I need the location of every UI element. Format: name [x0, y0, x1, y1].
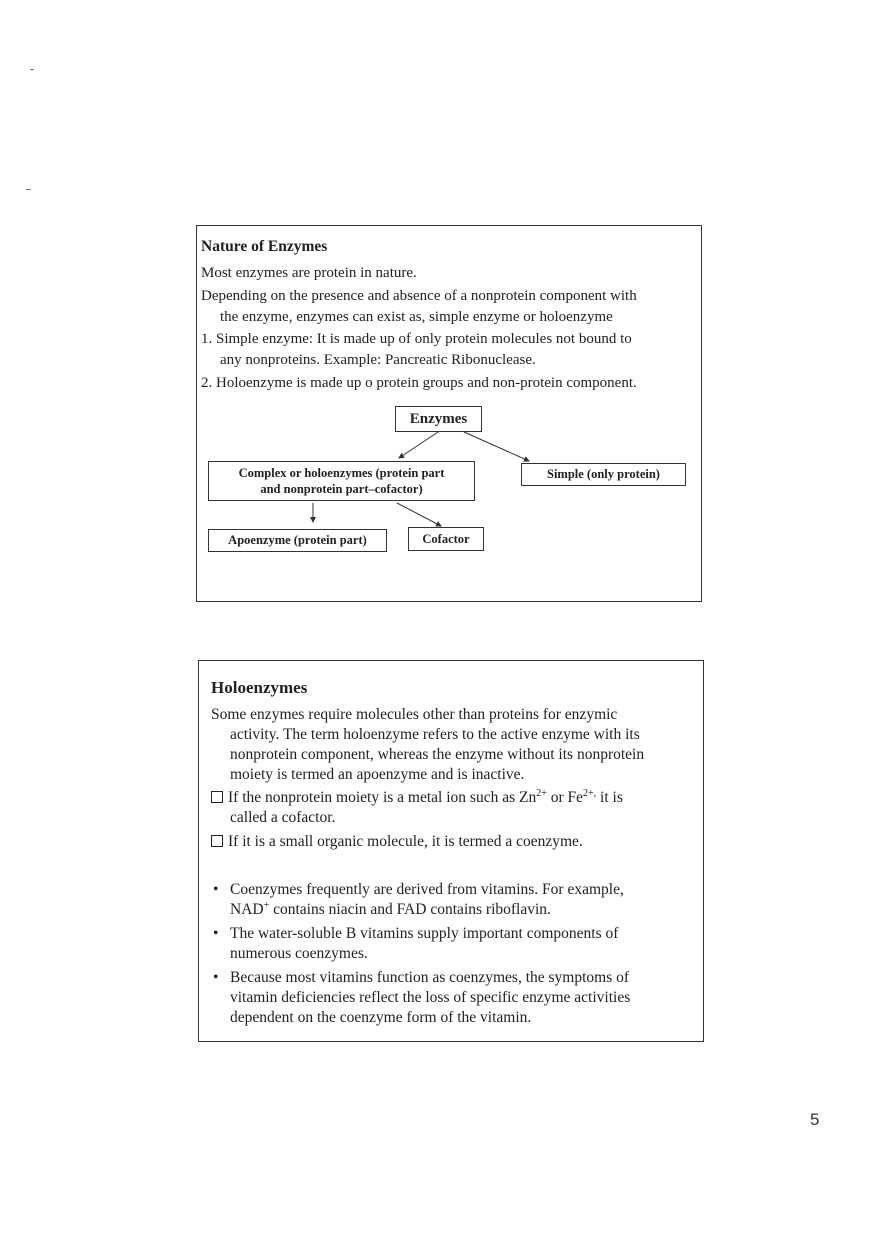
text-fragment: contains niacin and FAD contains riboflavin. [269, 901, 551, 918]
text-fragment: NAD [230, 901, 264, 918]
bullet-icon: • [213, 925, 219, 942]
zn-charge: 2+ [536, 787, 547, 799]
slide-title: Nature of Enzymes [201, 238, 328, 255]
text-line: dependent on the coenzyme form of the vitamin. [230, 1009, 532, 1026]
slide-holoenzymes [198, 660, 704, 1042]
diagram-node-cofactor [408, 527, 484, 551]
text-fragment: or Fe [546, 789, 584, 806]
node-label: Cofactor [422, 531, 470, 546]
arrow-to-simple [464, 432, 529, 461]
fe-charge: 2+, [583, 787, 597, 799]
bullet-icon: • [213, 969, 219, 986]
text-line: called a cofactor. [230, 809, 336, 826]
node-label: Simple (only protein) [547, 467, 660, 481]
checkbox-item-coenzyme [211, 832, 699, 852]
text-line: vitamin deficiencies reflect the loss of specific enzyme activities [230, 989, 631, 1006]
text-line: 2. Holoenzyme is made up o protein groups and non-protein component. [201, 375, 637, 391]
text-line: Most enzymes are protein in nature. [201, 265, 417, 281]
text-fragment: it is [596, 789, 623, 806]
text-line: Depending on the presence and absence of a nonprotein component with [201, 288, 637, 304]
text-fragment: Because most vitamins function as coenzymes, the symptoms of [230, 969, 630, 986]
text-line: moiety is termed an apoenzyme and is inactive. [230, 766, 525, 783]
bullet-item-b-vitamins [211, 924, 699, 964]
diagram-node-complex [208, 461, 475, 501]
slide-title: Holoenzymes [211, 678, 308, 697]
text-fragment: If the nonprotein moiety is a metal ion such as Zn [228, 789, 537, 806]
diagram-node-apoenzyme [208, 529, 387, 552]
node-label-line: and nonprotein part–cofactor) [260, 482, 423, 496]
scan-mark-bottom [26, 189, 31, 190]
slide-nature-of-enzymes [196, 225, 702, 602]
node-label-line: Complex or holoenzymes (protein part [238, 466, 445, 480]
bullet-item-vitamins [211, 880, 699, 920]
checkbox-icon [211, 791, 223, 803]
bullet-item-deficiencies [211, 968, 699, 1028]
diagram-node-enzymes [395, 406, 482, 432]
checkbox-item-cofactor [211, 788, 699, 828]
text-line: activity. The term holoenzyme refers to the active enzyme with its [230, 726, 640, 743]
checkbox-icon [211, 835, 223, 847]
text-fragment: The water-soluble B vitamins supply important components of [230, 925, 619, 942]
text-fragment: If it is a small organic molecule, it is termed a coenzyme. [228, 833, 583, 850]
text-line: 1. Simple enzyme: It is made up of only protein molecules not bound to [201, 331, 632, 347]
paragraph-holoenzyme-definition [211, 705, 699, 785]
scan-mark-top [30, 69, 34, 70]
node-label: Apoenzyme (protein part) [228, 533, 367, 547]
arrow-to-complex [399, 432, 438, 458]
nad-charge: + [263, 899, 270, 911]
text-line: Some enzymes require molecules other than proteins for enzymic [211, 706, 618, 723]
text-line: numerous coenzymes. [230, 945, 368, 962]
diagram-node-simple [521, 463, 686, 486]
arrow-to-cofactor [397, 503, 441, 526]
text-line: any nonproteins. Example: Pancreatic Ribonuclease. [220, 352, 536, 368]
text-line: nonprotein component, whereas the enzyme without its nonprotein [230, 746, 645, 763]
node-label: Enzymes [409, 410, 468, 427]
page-number: 5 [810, 1110, 820, 1129]
bullet-icon: • [213, 881, 219, 898]
text-fragment: Coenzymes frequently are derived from vitamins. For example, [230, 881, 624, 898]
text-line: the enzyme, enzymes can exist as, simple enzyme or holoenzyme [220, 309, 613, 325]
